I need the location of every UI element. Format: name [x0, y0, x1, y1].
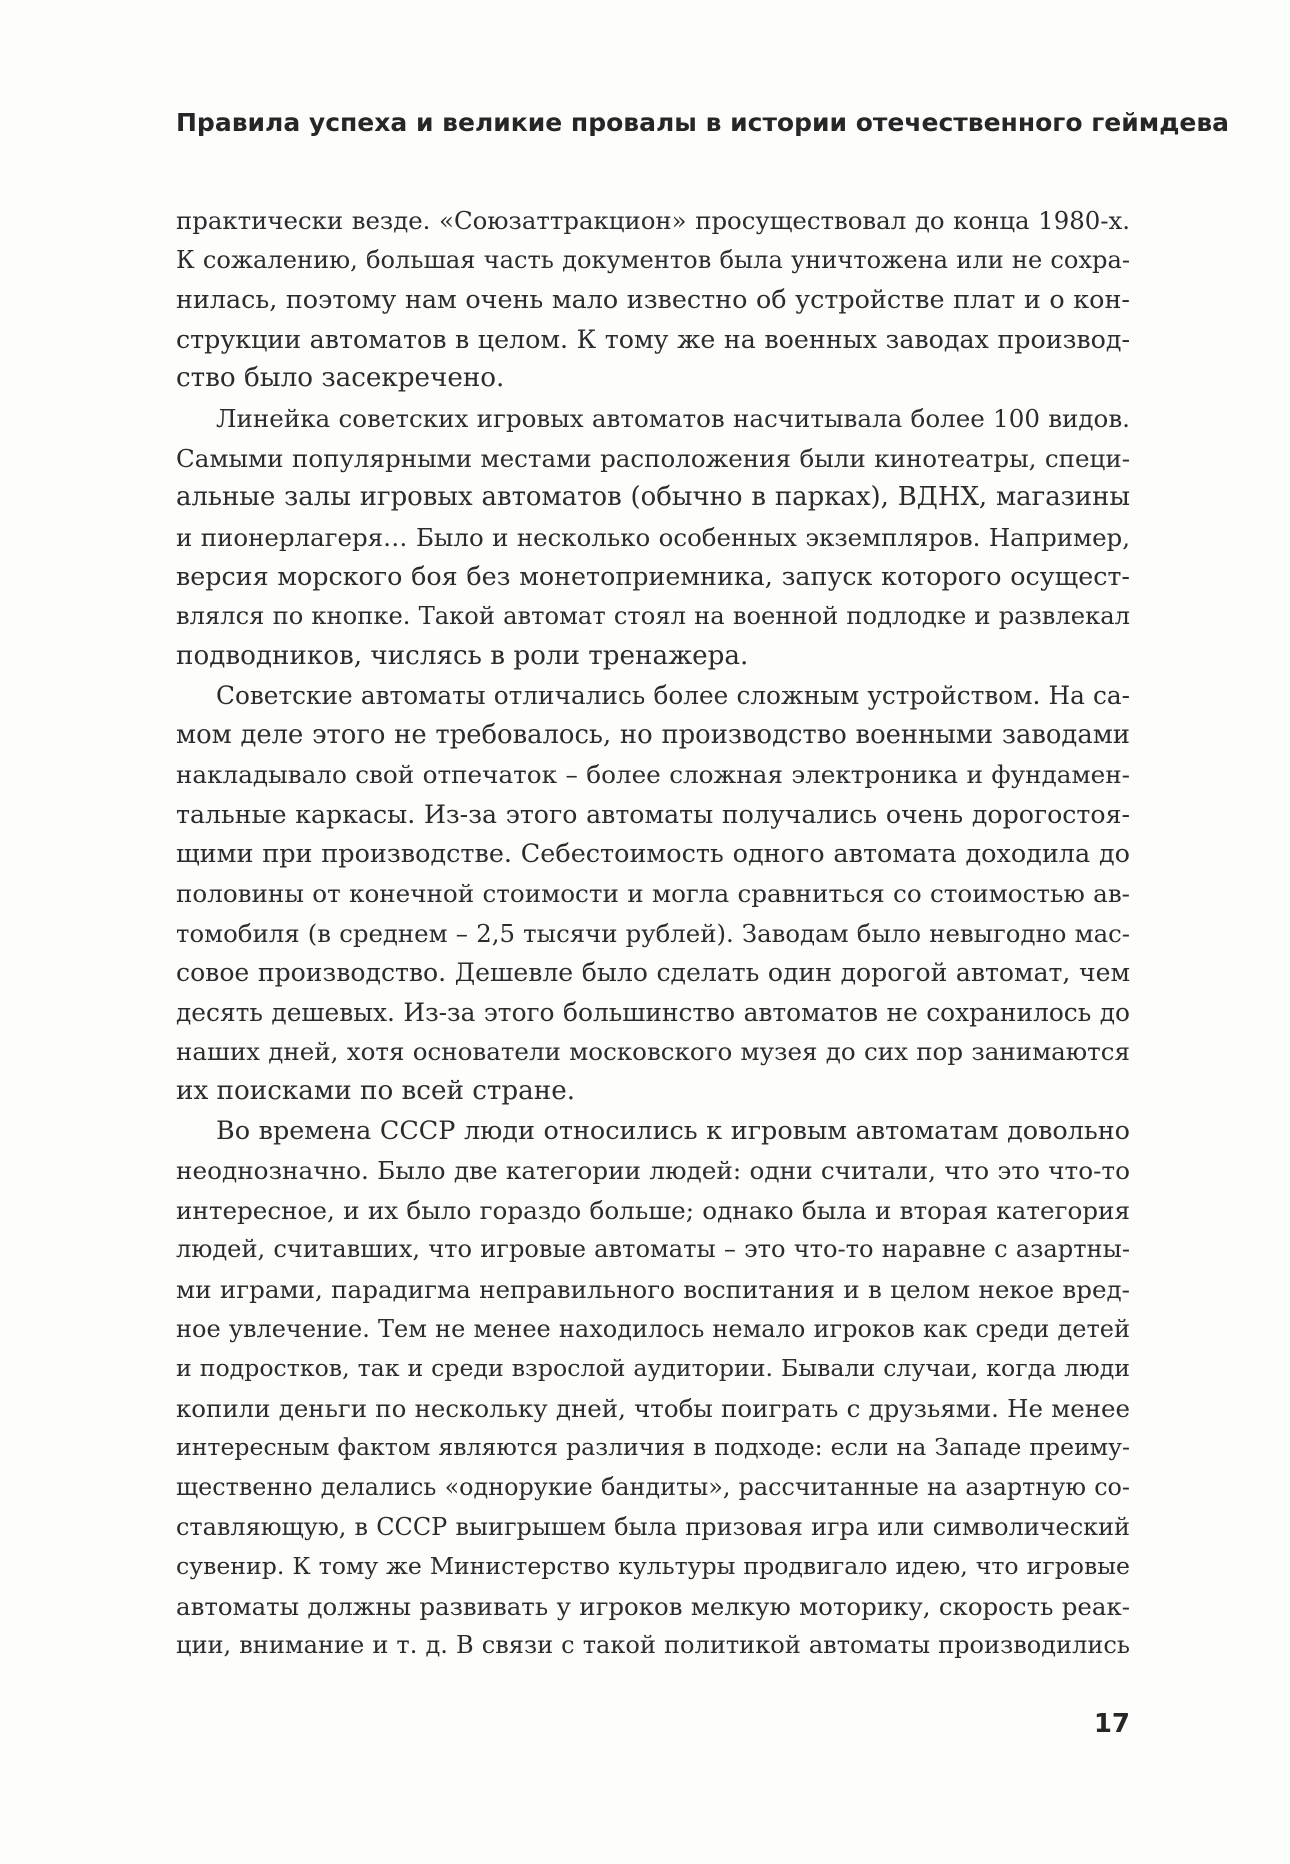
text-line: Советские автоматы отличались более сложным устройством. На са-: [216, 681, 1130, 711]
text-line: Самыми популярными местами расположения были кинотеатры, специ-: [176, 443, 1130, 473]
paragraph-1: [176, 201, 1130, 399]
text-line: людей, считавших, что игровые автоматы – это что-то наравне с азартны-: [176, 1235, 1130, 1264]
text-line: совое производство. Дешевле было сделать один дорогой автомат, чем: [176, 958, 1130, 988]
text-line: интересным фактом являются различия в подходе: если на Западе преиму-: [176, 1433, 1130, 1462]
text-line: десять дешевых. Из-за этого большинство автоматов не сохранилось до: [176, 997, 1130, 1027]
text-line: версия морского боя без монетоприемника, запуск которого осущест-: [176, 561, 1130, 592]
paragraph-4: [176, 1112, 1130, 1666]
text-line: и пионерлагеря… Было и несколько особенных экземпляров. Например,: [176, 522, 1130, 552]
text-line: ставляющую, в СССР выигрышем была призовая игра или символический: [176, 1512, 1130, 1541]
text-line: практически везде. «Союзаттракцион» просуществовал до конца 1980-х.: [176, 206, 1130, 235]
text-line: ство было засекречено.: [176, 363, 505, 394]
paragraph-3: [176, 676, 1130, 1112]
text-line: сувенир. К тому же Министерство культуры продвигало идею, что игровые: [176, 1552, 1130, 1581]
text-line: копили деньги по нескольку дней, чтобы поиграть с друзьями. Не менее: [176, 1393, 1130, 1423]
text-line: К сожалению, большая часть документов была уничтожена или не сохра-: [176, 245, 1130, 274]
text-line: их поисками по всей стране.: [176, 1076, 576, 1107]
text-line: и подростков, так и среди взрослой аудитории. Бывали случаи, когда люди: [176, 1354, 1130, 1383]
text-line: ции, внимание и т. д. В связи с такой политикой автоматы производились: [176, 1631, 1130, 1660]
text-line: подводников, числясь в роли тренажера.: [176, 640, 749, 671]
text-line: ми играми, парадигма неправильного воспитания и в целом некое вред-: [176, 1275, 1130, 1305]
text-line: влялся по кнопке. Такой автомат стоял на военной подлодке и развлекал: [176, 601, 1130, 630]
text-line: Линейка советских игровых автоматов насчитывала более 100 видов.: [216, 403, 1130, 433]
body-text: [176, 201, 1130, 1666]
running-head: Правила успеха и великие провалы в истории отечественного геймдева: [176, 108, 1230, 137]
text-line: томобиля (в среднем – 2,5 тысячи рублей). Заводам было невыгодно мас-: [176, 918, 1130, 948]
text-line: интересное, и их было гораздо больше; однако была и вторая категория: [176, 1195, 1130, 1225]
text-line: половины от конечной стоимости и могла сравниться со стоимостью ав-: [176, 879, 1130, 909]
text-line: ное увлечение. Тем не менее находилось немало игроков как среди детей: [176, 1314, 1130, 1343]
text-line: альные залы игровых автоматов (обычно в парках), ВДНХ, магазины: [176, 482, 1130, 513]
text-line: щими при производстве. Себестоимость одного автомата доходила до: [176, 838, 1130, 869]
text-line: щественно делались «однорукие бандиты», рассчитанные на азартную со-: [176, 1473, 1130, 1501]
text-line: неоднозначно. Было две категории людей: одни считали, что это что-то: [176, 1156, 1130, 1186]
text-line: Во времена СССР люди относились к игровым автоматам довольно: [216, 1115, 1130, 1146]
text-line: нилась, поэтому нам очень мало известно об устройстве плат и о кон-: [176, 284, 1130, 315]
text-line: мом деле этого не требовалось, но производство военными заводами: [176, 719, 1130, 750]
text-line: тальные каркасы. Из-за этого автоматы получались очень дорогостоя-: [176, 799, 1130, 829]
text-line: струкции автоматов в целом. К тому же на военных заводах производ-: [176, 323, 1130, 354]
text-line: наших дней, хотя основатели московского музея до сих пор занимаются: [176, 1037, 1130, 1067]
text-line: накладывало свой отпечаток – более сложная электроника и фундамен-: [176, 760, 1130, 790]
page-number: 17: [1093, 1709, 1130, 1739]
text-line: автоматы должны развивать у игроков мелкую моторику, скорость реак-: [176, 1591, 1130, 1621]
paragraph-2: [176, 399, 1130, 676]
